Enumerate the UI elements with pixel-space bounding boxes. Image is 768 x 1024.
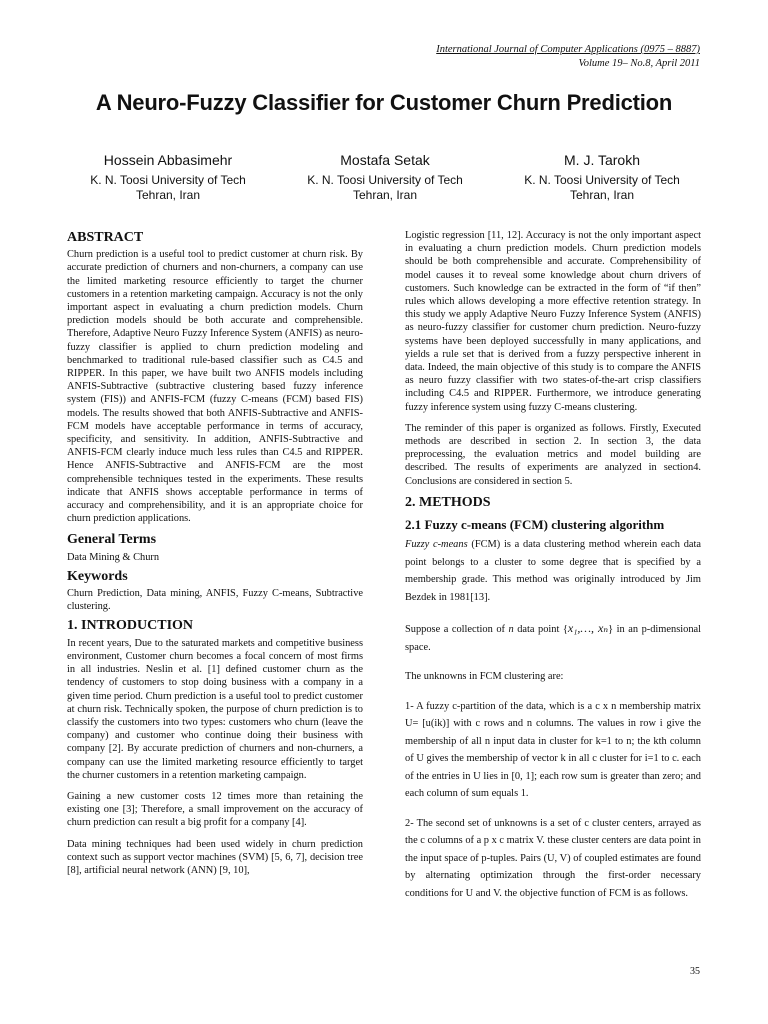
fcm-definition	[405, 536, 701, 606]
intro-paragraph-1: In recent years, Due to the saturated markets and competitive business environment, Customer churn becomes a focal concern of most firms in all industries. Neslin et al. [1] defined customer churn as the tendency of customers to stop doing business with a company in a given time period. Churn prediction is a useful tool to predict customer at churn risk. Technically spoken, the purpose of churn prediction is to classify the customers into two types: customers who churn (leave the company) and customer who continue doing their business with company [2]. By accurate prediction of churners and non-churners, a company can use the limited marketing resource efficiently to target the churner customers in a retention marketing campaign.	[67, 637, 363, 781]
author-name: Mostafa Setak	[340, 152, 430, 168]
suppose-set: x₁,…, xₙ	[567, 621, 609, 636]
author-name: M. J. Tarokh	[564, 152, 640, 168]
intro-paragraph-3: Data mining techniques had been used widely in churn prediction context such as support vector machines (SVM) [5, 6, 7], decision tree [8], artificial neural network (ANN) [9, 10],	[67, 838, 363, 876]
abstract-heading: ABSTRACT	[67, 230, 144, 245]
author-block	[60, 152, 710, 203]
journal-name: International Journal of Computer Applications (0975 – 8887)	[436, 44, 700, 55]
suppose-text-a: Suppose a collection of	[405, 624, 509, 636]
suppose-text-b: data point {	[513, 624, 568, 636]
introduction-heading: 1. INTRODUCTION	[67, 618, 194, 634]
suppose-paragraph	[405, 620, 701, 656]
general-terms-text: Data Mining & Churn	[67, 551, 160, 563]
journal-header	[436, 43, 700, 71]
author-3	[494, 152, 710, 203]
unknowns-paragraph: The unknowns in FCM clustering are:	[405, 671, 564, 683]
methods-heading: 2. METHODS	[405, 494, 491, 510]
fcm-subheading: 2.1 Fuzzy c-means (FCM) clustering algorithm	[405, 517, 665, 533]
organization-paragraph: The reminder of this paper is organized as follows. Firstly, Executed methods are described in section 2. In section 3, the data preprocessing, the evaluation metrics and model building are described. The results of experiments are analyzed in section4. Conclusions are considered in section 5.	[405, 422, 701, 487]
keywords-heading: Keywords	[67, 568, 128, 584]
author-location: Tehran, Iran	[352, 188, 418, 202]
suppose-text-c: } in an p-dimensional space.	[405, 624, 702, 653]
general-terms-heading: General Terms	[67, 532, 157, 548]
right-column	[405, 229, 701, 910]
page-number: 35	[690, 966, 700, 977]
intro-paragraph-2: Gaining a new customer costs 12 times more than retaining the existing one [3]; Therefore, a small improvement on the accuracy of churn prediction can result a big profit for a company [4].	[67, 790, 363, 829]
abstract-text: Churn prediction is a useful tool to predict customer at churn risk. By accurate prediction of churners and non-churners, a company can use the limited marketing resource efficiently to target the churner customers in a retention marketing campaign. Accuracy is not the only important aspect in evaluating a churn prediction models. Churn prediction models should be both accurate and comprehensible. Therefore, Adaptive Neuro Fuzzy Inference System (ANFIS) as neuro-fuzzy classifier is applied to churn prediction modeling and benchmarked to traditional rule-based classifier such as C4.5 and RIPPER. In this paper, we have built two ANFIS models including ANFIS-Subtractive (subtractive clustering based fuzzy inference system (FIS)) and ANFIS-FCM (fuzzy C-means (FCM) based FIS) models. The results showed that both ANFIS-Subtractive and ANFIS-FCM models have acceptable performance in terms of accuracy, specificity, and sensitivity. In addition, ANFIS-Subtractive and ANFIS-FCM clearly induce much less rules than C4.5 and RIPPER. Hence ANFIS-Subtractive and ANFIS-FCM are the most comprehensible techniques tested in the experiments. These results indicate that ANFIS shows acceptable performance in terms of accuracy and comprehensibility, and it is an appropriate choice for churn prediction applications.	[67, 249, 363, 525]
author-location: Tehran, Iran	[135, 188, 201, 202]
journal-volume: Volume 19– No.8, April 2011	[578, 58, 700, 69]
left-column	[67, 229, 363, 885]
intro-continued-paragraph: Logistic regression [11, 12]. Accuracy is not the only important aspect in evaluating a churn prediction models. Churn prediction models should be both comprehensible and accurate. Comprehensibility of model causes it to reveal some knowledge about churn drivers of customers. Such knowledge can be extracted in the form of “if then” rules which allows developing a more effective retention strategy. In this study we apply Adaptive Neuro Fuzzy Inference System (ANFIS) as neuro-fuzzy classifier for customer churn prediction. Neuro-fuzzy systems have been deployed successfully in many applications, and yields a rule set that is derived from a fuzzy perspective inherent in data. Indeed, the main objective of this study is to compare the ANFIS as neuro fuzzy classifier with two states-of-the-art crisp classifiers including C4.5 and RIPPER. Furthermore, we introduce generating fuzzy inference system using fuzzy C-means clustering.	[405, 230, 701, 413]
suppose-n: n	[508, 624, 514, 636]
author-affiliation: K. N. Toosi University of Tech	[524, 173, 680, 187]
author-affiliation: K. N. Toosi University of Tech	[90, 173, 246, 187]
paper-title: A Neuro-Fuzzy Classifier for Customer Churn Prediction	[95, 90, 673, 115]
fcm-definition-text: (FCM) is a data clustering method wherein each data point belongs to a cluster to some degree that is specified by a membership grade. This method was originally introduced by Jim Bezdek in 1981[13].	[405, 539, 701, 603]
author-affiliation: K. N. Toosi University of Tech	[307, 173, 463, 187]
fcm-term: Fuzzy c-means	[405, 539, 468, 551]
keywords-text: Churn Prediction, Data mining, ANFIS, Fuzzy C-means, Subtractive clustering.	[67, 588, 363, 613]
author-1	[60, 152, 276, 203]
author-location: Tehran, Iran	[569, 188, 635, 202]
unknown-item-1: 1- A fuzzy c-partition of the data, which is a c x n membership matrix U= [u(ik)] with c rows and n columns. The values in row i give the membership of all n input data in cluster for k=1 to n; the kth column of U gives the membership of vector k in all c cluster for i=1 to c. each of the entries in U lies in [0, 1]; each row sum is greater than zero; and each column of sum equals 1.	[405, 700, 701, 800]
author-name: Hossein Abbasimehr	[103, 152, 233, 168]
author-2	[277, 152, 493, 203]
unknown-item-2: 2- The second set of unknowns is a set of c cluster centers, arrayed as the c columns of a p x c matrix V. these cluster centers are data point in the input space of p-tuples. Pairs (U, V) of coupled estimates are found by alternating optimization through the first-order necessary conditions for U and V. the objective function of FCM is as follows.	[405, 817, 701, 899]
